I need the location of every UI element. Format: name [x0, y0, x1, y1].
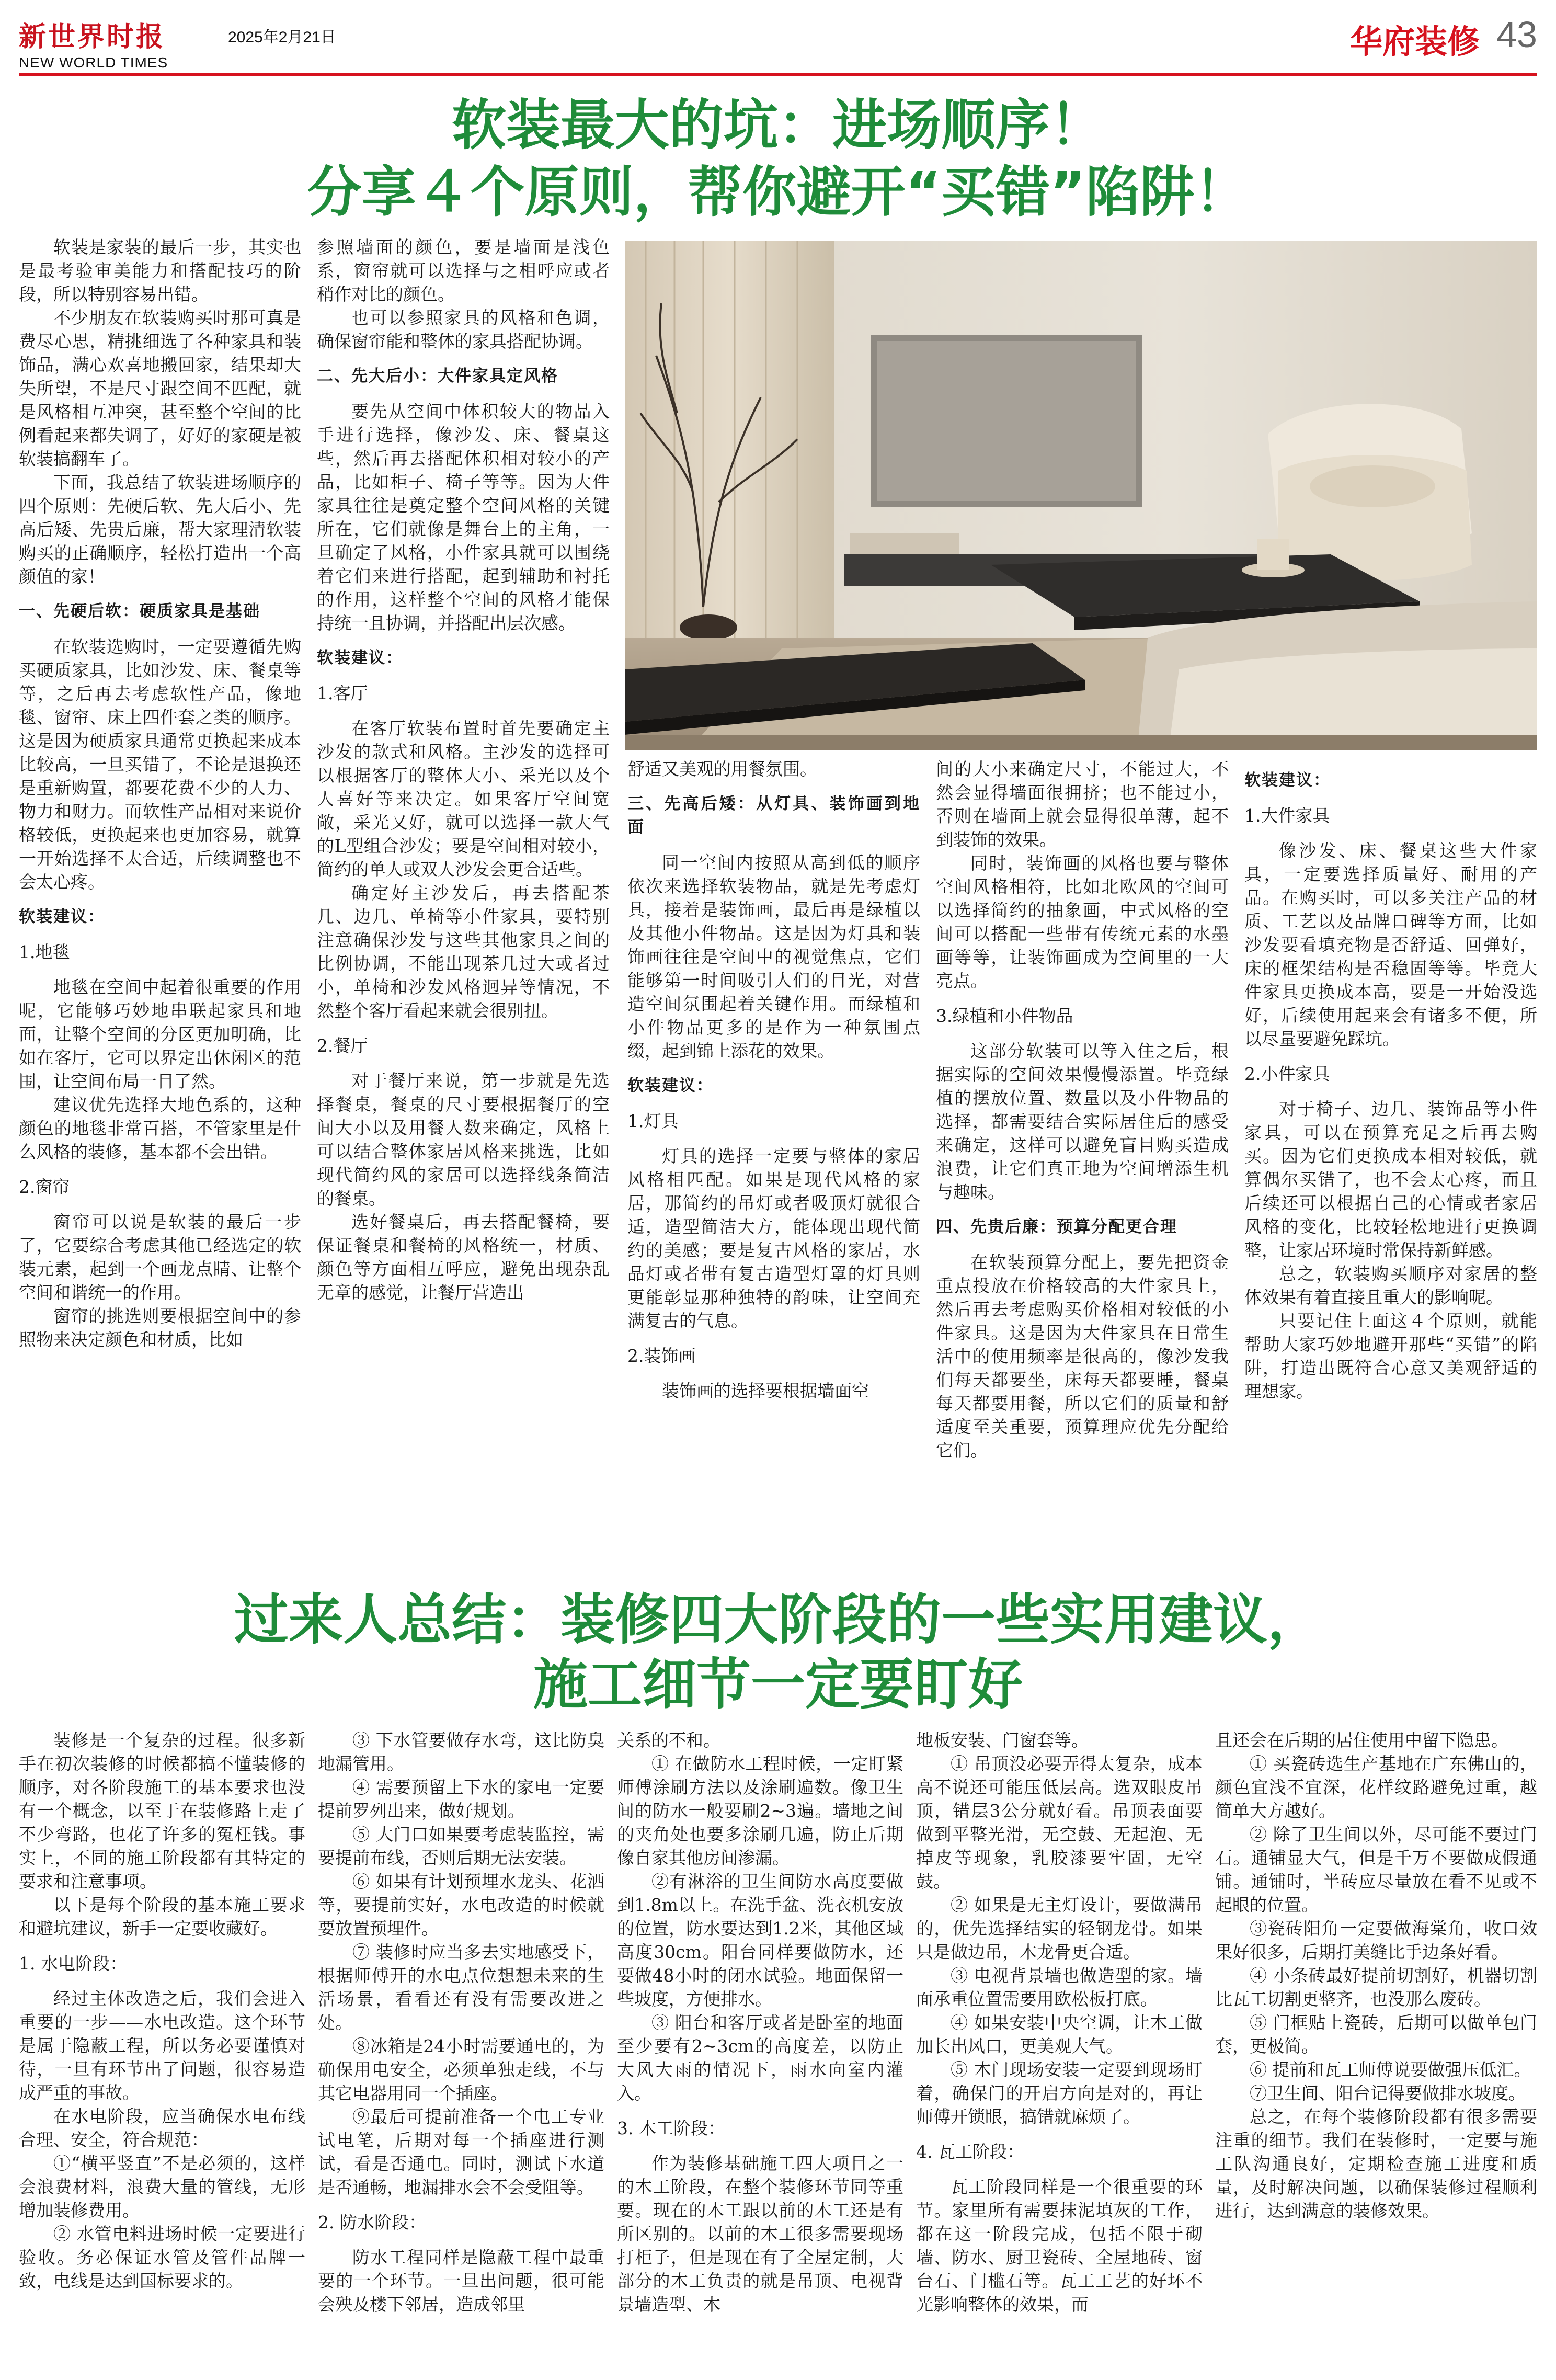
- paragraph: ⑦卫生间、阳台记得要做排水坡度。: [1250, 2083, 1526, 2103]
- article1-headline-line1: 软装最大的坑：进场顺序！: [451, 93, 1104, 157]
- paragraph: 且还会在后期的居住使用中留下隐患。: [1215, 1730, 1508, 1750]
- paragraph: 窗帘的挑选则要根据空间中的参照物来决定颜色和材质，比如: [19, 1306, 301, 1350]
- masthead-rule: [19, 73, 1537, 76]
- paragraph: 经过主体改造之后，我们会进入重要的一步——水电改造。这个环节是属于隐蔽工程，所以务必要谨慎对待，一旦有环节出了问题，很容易造成严重的事故。: [19, 1988, 305, 2103]
- paragraph: 以下是每个阶段的基本施工要求和避坑建议，新手一定要收藏好。: [19, 1895, 305, 1939]
- paragraph: 装修是一个复杂的过程。很多新手在初次装修的时候都搞不懂装修的顺序，对各阶段施工的基本要求也没有一个概念，以至于在装修路上走了不少弯路，也花了许多的冤枉钱。事实上，不同的施工阶段都有其特定的要求和注意事项。: [19, 1730, 305, 1892]
- paragraph: 舒适又美观的用餐氛围。: [627, 759, 817, 779]
- paragraph: 也可以参照家具的风格和色调，确保窗帘能和整体的家具搭配协调。: [317, 308, 610, 351]
- subheading: 一、先硬后软：硬质家具是基础: [19, 602, 260, 621]
- issue-date: 2025年2月21日: [228, 29, 336, 46]
- item-heading: 3.绿植和小件物品: [936, 1006, 1073, 1026]
- article2-column-4: [916, 1728, 1203, 2372]
- paragraph: 瓦工阶段同样是一个很重要的环节。家里所有需要抹泥填灰的工作，都在这一阶段完成，包括不限于砌墙、防水、厨卫瓷砖、全屋地砖、窗台石、门槛石等。瓦工工艺的好坏不光影响整体的效果，而: [916, 2177, 1203, 2315]
- tip-label: 软装建议：: [627, 1076, 714, 1095]
- living-room-photo: [625, 241, 1537, 750]
- paragraph: 要先从空间中体积较大的物品入手进行选择，像沙发、床、餐桌这些，然后再去搭配体积相对较小的产品，比如柜子、椅子等等。因为大件家具往往是奠定整个空间风格的关键所在，它们就像是舞台上的主角，一旦确定了风格，小件家具就可以围绕着它们来进行搭配，起到辅助和衬托的作用，这样整个空间的风格才能保持统一且协调，并搭配出层次感。: [317, 401, 610, 633]
- article1-column-3: [627, 757, 920, 1569]
- paragraph: ⑧冰箱是24小时需要通电的，为确保用电安全，必须单独走线，不与其它电器用同一个插座。: [318, 2036, 604, 2103]
- article2-headline-line1: 过来人总结：装修四大阶段的一些实用建议，: [234, 1588, 1322, 1652]
- page-number: 43: [1496, 14, 1537, 55]
- item-heading: 2.装饰画: [627, 1346, 696, 1366]
- paragraph: 装饰画的选择要根据墙面空: [662, 1381, 869, 1401]
- paragraph: ⑤ 门框贴上瓷砖，后期可以做单包门套，更极简。: [1215, 2012, 1537, 2056]
- paragraph: 总之，软装购买顺序对家居的整体效果有着直接且重大的影响呢。: [1244, 1263, 1537, 1307]
- tip-label: 软装建议：: [317, 648, 403, 667]
- subheading: 四、先贵后廉：预算分配更合理: [936, 1217, 1177, 1236]
- item-heading: 1.灯具: [627, 1111, 679, 1131]
- item-heading: 1.地毯: [19, 942, 70, 962]
- paragraph: 对于椅子、边几、装饰品等小件家具，可以在预算充足之后再去购买。因为它们更换成本相对较低，就算偶尔买错了，也不会太心疼，而且后续还可以根据自己的心情或者家居风格的变化，比较轻松地进行更换调整，让家居环境时常保持新鲜感。: [1244, 1099, 1537, 1260]
- paragraph: 防水工程同样是隐蔽工程中最重要的一个环节。一旦出问题，很可能会殃及楼下邻居，造成邻里: [318, 2247, 604, 2315]
- paragraph: ② 如果是无主灯设计，要做满吊的，优先选择结实的轻钢龙骨。如果只是做边吊，木龙骨更合适。: [916, 1895, 1203, 1962]
- article2-column-3: [617, 1728, 903, 2372]
- article2-column-1: [19, 1728, 305, 2372]
- paragraph: ② 除了卫生间以外，尽可能不要过门石。通铺显大气，但是千万不要做成假通铺。通铺时，半砖应尽量放在看不见或不起眼的位置。: [1215, 1824, 1537, 1915]
- paragraph: 在软装预算分配上，要先把资金重点投放在价格较高的大件家具上，然后再去考虑购买价格相对较低的小件家具。这是因为大件家具在日常生活中的使用频率是很高的，像沙发我们每天都要坐，床每天都要睡，餐桌每天都要用餐，所以它们的质量和舒适度至关重要，预算理应优先分配给它们。: [936, 1252, 1229, 1461]
- paragraph: 对于餐厅来说，第一步就是先选择餐桌，餐桌的尺寸要根据餐厅的空间大小以及用餐人数来确定，风格上可以结合整体家居风格来挑选，比如现代简约风的家居可以选择线条简洁的餐桌。: [317, 1071, 610, 1209]
- item-heading: 1.大件家具: [1244, 805, 1330, 826]
- stage-heading: 3. 木工阶段：: [617, 2118, 725, 2138]
- newspaper-brand: 新世界时报: [19, 21, 166, 53]
- paragraph: ③ 下水管要做存水弯，这比防臭地漏管用。: [318, 1730, 604, 1774]
- tip-label: 软装建议：: [1244, 771, 1331, 790]
- item-heading: 1.客厅: [317, 683, 368, 703]
- paragraph: 选好餐桌后，再去搭配餐椅，要保证餐桌和餐椅的风格统一，材质、颜色等方面相互呼应，避免出现杂乱无章的感觉，让餐厅营造出: [317, 1212, 610, 1303]
- item-heading: 2.小件家具: [1244, 1064, 1330, 1084]
- item-heading: 2.餐厅: [317, 1035, 368, 1056]
- paragraph: 软装是家装的最后一步，其实也是最考验审美能力和搭配技巧的阶段，所以特别容易出错。: [19, 237, 301, 304]
- paragraph: ③ 电视背景墙也做造型的家。墙面承重位置需要用欧松板打底。: [916, 1965, 1203, 2009]
- stage-heading: 1. 水电阶段：: [19, 1953, 127, 1974]
- article1-column-2: [317, 235, 610, 1569]
- paragraph: ② 水管电料进场时候一定要进行验收。务必保证水管及管件品牌一致，电线是达到国标要求的。: [19, 2224, 305, 2291]
- paragraph: ⑥ 如果有计划预埋水龙头、花洒等，要提前实好，水电改造的时候就要放置预埋件。: [318, 1871, 604, 1939]
- paragraph: ③ 阳台和客厅或者是卧室的地面至少要有2~3cm的高度差，以防止大风大雨的情况下，雨水向室内灌入。: [617, 2012, 903, 2103]
- paragraph: 只要记住上面这４个原则，就能帮助大家巧妙地避开那些“买错”的陷阱，打造出既符合心意又美观舒适的理想家。: [1244, 1311, 1537, 1402]
- paragraph: 间的大小来确定尺寸，不能过大，不然会显得墙面很拥挤；也不能过小，否则在墙面上就会显得很单薄，起不到装饰的效果。: [936, 759, 1229, 850]
- paragraph: 像沙发、床、餐桌这些大件家具，一定要选择质量好、耐用的产品。在购买时，可以多关注产品的材质、工艺以及品牌口碑等方面，比如沙发要看填充物是否舒适、回弹好，床的框架结构是否稳固等等。毕竟大件家具更换成本高，要是一开始没选好，后续使用起来会有诸多不便，所以尽量要避免踩坑。: [1244, 840, 1537, 1049]
- paragraph: ⑦ 装修时应当多去实地感受下，根据师傅开的水电点位想想未来的生活场景，看看还有没有需要改进之处。: [318, 1942, 604, 2033]
- article1-column-5: [1244, 757, 1537, 1569]
- article1-column-4: [936, 757, 1229, 1569]
- stage-heading: 4. 瓦工阶段：: [916, 2142, 1024, 2162]
- paragraph: 参照墙面的颜色，要是墙面是浅色系，窗帘就可以选择与之相呼应或者稍作对比的颜色。: [317, 237, 610, 304]
- paragraph: ⑨最后可提前准备一个电工专业试电笔，后期对每一个插座进行测试，看是否通电。同时，测试下水道是否通畅，地漏排水会不会受阻等。: [318, 2106, 604, 2197]
- article2-headline: [0, 1587, 1556, 1717]
- paragraph: 在软装选购时，一定要遵循先购买硬质家具，比如沙发、床、餐桌等等，之后再去考虑软性产品，像地毯、窗帘、床上四件套之类的顺序。这是因为硬质家具通常更换起来成本比较高，一旦买错了，不论是退换还是重新购置，都要花费不少的人力、物力和财力。而软性产品相对来说价格较低，更换起来也更加容易，就算一开始选择不太合适，后续调整也不会太心疼。: [19, 636, 301, 892]
- subheading: 二、先大后小：大件家具定风格: [317, 367, 558, 385]
- section-name: 华府装修: [1349, 22, 1480, 61]
- article2-column-5: [1215, 1728, 1537, 2372]
- paragraph: ⑤ 木门现场安装一定要到现场盯着，确保门的开启方向是对的，再让师傅开锁眼，搞错就麻烦了。: [916, 2059, 1203, 2127]
- paragraph: 地毯在空间中起着很重要的作用呢，它能够巧妙地串联起家具和地面，让整个空间的分区更加明确，比如在客厅，它可以界定出休闲区的范围，让空间布局一目了然。: [19, 977, 301, 1091]
- paragraph: 同一空间内按照从高到低的顺序依次来选择软装物品，就是先考虑灯具，接着是装饰画，最后再是绿植以及其他小件物品。这是因为灯具和装饰画往往是空间中的视觉焦点，它们能够第一时间吸引人们的目光，对营造空间氛围起着关键作用。而绿植和小件物品更多的是作为一种氛围点缀，起到锦上添花的效果。: [627, 852, 920, 1061]
- stage-heading: 2. 防水阶段：: [318, 2212, 426, 2233]
- paragraph: ⑤ 大门口如果要考虑装监控，需要提前布线，否则后期无法安装。: [318, 1824, 604, 1868]
- paragraph: 灯具的选择一定要与整体的家居风格相匹配。如果是现代风格的家居，那简约的吊灯或者吸顶灯就很合适，造型简洁大方，能体现出现代简约的美感；要是复古风格的家居，水晶灯或者带有复古造型灯罩的灯具则更能彰显那种独特的韵味，让空间充满复古的气息。: [627, 1146, 920, 1331]
- paragraph: ① 吊顶没必要弄得太复杂，成本高不说还可能压低层高。选双眼皮吊顶，错层3公分就好看。吊顶表面要做到平整光滑，无空鼓、无起泡、无掉皮等现象，乳胶漆要牢固，无空鼓。: [916, 1753, 1203, 1892]
- masthead: [19, 13, 1537, 75]
- paragraph: 地板安装、门窗套等。: [916, 1730, 1089, 1750]
- subheading: 三、先高后矮：从灯具、装饰画到地面: [627, 794, 920, 837]
- paragraph: ②有淋浴的卫生间防水高度要做到1.8m以上。在洗手盆、洗衣机安放的位置，防水要达到1.2米，其他区域高度30cm。阳台同样要做防水，还要做48小时的闭水试验。地面保留一些坡度，方便排水。: [617, 1871, 903, 2009]
- paragraph: 这部分软装可以等入住之后，根据实际的空间效果慢慢添置。毕竟绿植的摆放位置、数量以及小件物品的选择，都需要结合实际居住后的感受来确定，这样可以避免盲目购买造成浪费，让它们真正地为空间增添生机与趣味。: [936, 1041, 1229, 1202]
- tip-label: 软装建议：: [19, 907, 105, 926]
- article2-column-2: [318, 1728, 604, 2372]
- article2-headline-line2: 施工细节一定要盯好: [533, 1653, 1023, 1716]
- paragraph: 窗帘可以说是软装的最后一步了，它要综合考虑其他已经选定的软装元素，起到一个画龙点睛、让整个空间和谐统一的作用。: [19, 1212, 301, 1303]
- paragraph: ④ 如果安装中央空调，让木工做加长出风口，更美观大气。: [916, 2012, 1203, 2056]
- paragraph: ④ 小条砖最好提前切割好，机器切割比瓦工切割更整齐，也没那么废砖。: [1215, 1965, 1537, 2009]
- paragraph: 总之，在每个装修阶段都有很多需要注重的细节。我们在装修时，一定要与施工队沟通良好，定期检查施工进度和质量，及时解决问题，以确保装修过程顺利进行，达到满意的装修效果。: [1215, 2106, 1537, 2221]
- living-room-illustration: [625, 241, 1537, 750]
- paragraph: ①“横平竖直”不是必须的，这样会浪费材料，浪费大量的管线，无形增加装修费用。: [19, 2153, 305, 2220]
- item-heading: 2.窗帘: [19, 1177, 70, 1197]
- article1-headline: [0, 92, 1556, 225]
- article1-column-1: [19, 235, 301, 1569]
- paragraph: ④ 需要预留上下水的家电一定要提前罗列出来，做好规划。: [318, 1777, 604, 1821]
- article1-headline-line2: 分享４个原则，帮你避开“买错”陷阱！: [307, 160, 1249, 224]
- paragraph: 在客厅软装布置时首先要确定主沙发的款式和风格。主沙发的选择可以根据客厅的整体大小、采光以及个人喜好等来决定。如果客厅空间宽敞，采光又好，就可以选择一款大气的L型组合沙发；要是空间相对较小，简约的单人或双人沙发会更合适些。: [317, 718, 610, 880]
- paragraph: 下面，我总结了软装进场顺序的四个原则：先硬后软、先大后小、先高后矮、先贵后廉，帮大家理清软装购买的正确顺序，轻松打造出一个高颜值的家！: [19, 472, 301, 587]
- paragraph: ⑥ 提前和瓦工师傅说要做强压低汇。: [1250, 2059, 1531, 2080]
- paragraph: ① 在做防水工程时候，一定盯紧师傅涂刷方法以及涂刷遍数。像卫生间的防水一般要刷2~3遍。墙地之间的夹角处也要多涂刷几遍，防止后期像自家其他房间渗漏。: [617, 1753, 903, 1868]
- paragraph: 关系的不和。: [617, 1730, 720, 1750]
- paragraph: ① 买瓷砖选生产基地在广东佛山的，颜色宜浅不宜深，花样纹路避免过重，越简单大方越好。: [1215, 1753, 1537, 1821]
- newspaper-english-name: NEW WORLD TIMES: [19, 54, 168, 71]
- paragraph: ③瓷砖阳角一定要做海棠角，收口效果好很多，后期打美缝比手边条好看。: [1215, 1918, 1537, 1962]
- paragraph: 建议优先选择大地色系的，这种颜色的地毯非常百搭，不管家里是什么风格的装修，基本都不会出错。: [19, 1095, 301, 1162]
- paragraph: 确定好主沙发后，再去搭配茶几、边几、单椅等小件家具，要特别注意确保沙发与这些其他家具之间的比例协调，不能出现茶几过大或者过小，单椅和沙发风格迥异等情况，不然整个客厅看起来就会很别扭。: [317, 883, 610, 1021]
- paragraph: 在水电阶段，应当确保水电布线合理、安全，符合规范：: [19, 2106, 305, 2150]
- paragraph: 同时，装饰画的风格也要与整体空间风格相符，比如北欧风的空间可以选择简约的抽象画，中式风格的空间可以搭配一些带有传统元素的水墨画等等，让装饰画成为空间里的一大亮点。: [936, 853, 1229, 991]
- paragraph: 作为装修基础施工四大项目之一的木工阶段，在整个装修环节同等重要。现在的木工跟以前的木工还是有所区别的。以前的木工很多需要现场打柜子，但是现在有了全屋定制，大部分的木工负责的就是吊顶、电视背景墙造型、木: [617, 2153, 903, 2315]
- paragraph: 不少朋友在软装购买时那可真是费尽心思，精挑细选了各种家具和装饰品，满心欢喜地搬回家，结果却大失所望，不是尺寸跟空间不匹配，就是风格相互冲突，甚至整个空间的比例看起来都失调了，好好的家硬是被软装搞翻车了。: [19, 308, 301, 469]
